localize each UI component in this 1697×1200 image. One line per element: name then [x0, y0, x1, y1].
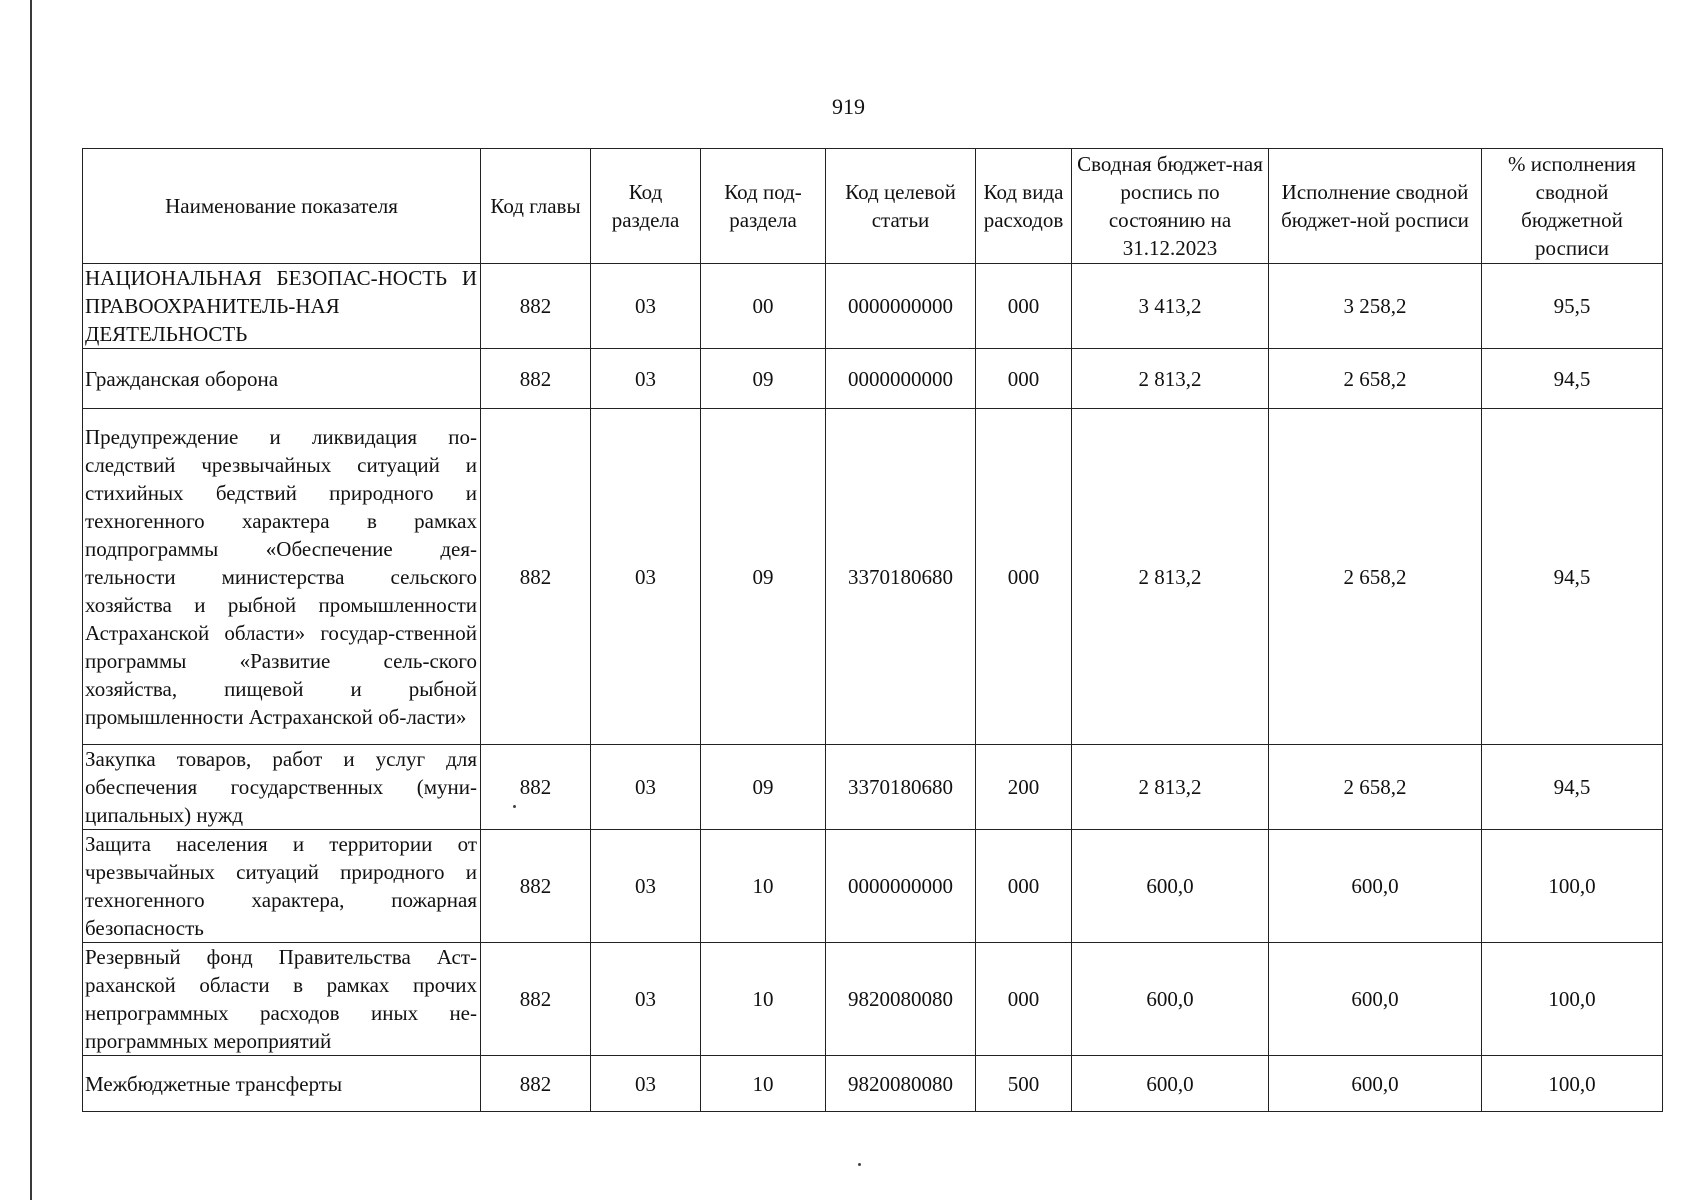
row-planned-budget: 600,0	[1072, 830, 1269, 943]
row-executed-budget: 3 258,2	[1269, 264, 1482, 349]
row-executed-budget: 2 658,2	[1269, 349, 1482, 409]
row-planned-budget: 2 813,2	[1072, 409, 1269, 745]
row-section-code: 03	[591, 830, 701, 943]
scan-speck	[513, 805, 516, 808]
table-row	[83, 830, 1663, 943]
header-target-article-code: Код целевой статьи	[826, 149, 976, 264]
row-target-article-code: 0000000000	[826, 349, 976, 409]
table-body	[83, 264, 1663, 1112]
row-subsection-code: 10	[701, 830, 826, 943]
row-indicator-name: Гражданская оборона	[83, 349, 481, 409]
header-section-code: Код раздела	[591, 149, 701, 264]
row-target-article-code: 0000000000	[826, 264, 976, 349]
row-chapter-code: 882	[481, 830, 591, 943]
row-chapter-code: 882	[481, 409, 591, 745]
table-row	[83, 1056, 1663, 1112]
binding-margin-line	[30, 0, 32, 1200]
page-number: 919	[832, 94, 865, 119]
row-indicator-name: Защита населения и территории от чрезвычайных ситуаций природного и техногенного характера, пожарная безопасность	[83, 830, 481, 943]
row-planned-budget: 2 813,2	[1072, 349, 1269, 409]
row-subsection-code: 00	[701, 264, 826, 349]
row-expense-type-code: 000	[976, 943, 1072, 1056]
scan-speck	[858, 1163, 861, 1166]
row-chapter-code: 882	[481, 943, 591, 1056]
row-subsection-code: 09	[701, 349, 826, 409]
row-subsection-code: 09	[701, 745, 826, 830]
row-subsection-code: 09	[701, 409, 826, 745]
row-execution-percent: 95,5	[1482, 264, 1663, 349]
row-section-code: 03	[591, 409, 701, 745]
table-row	[83, 943, 1663, 1056]
row-indicator-name: Закупка товаров, работ и услуг для обеспечения государственных (муни-ципальных) нужд	[83, 745, 481, 830]
row-section-code: 03	[591, 349, 701, 409]
row-expense-type-code: 000	[976, 264, 1072, 349]
header-subsection-code: Код под-раздела	[701, 149, 826, 264]
table-row	[83, 264, 1663, 349]
row-executed-budget: 2 658,2	[1269, 409, 1482, 745]
row-section-code: 03	[591, 1056, 701, 1112]
row-indicator-name: НАЦИОНАЛЬНАЯ БЕЗОПАС-НОСТЬ И ПРАВООХРАНИТЕЛЬ-НАЯ ДЕЯТЕЛЬНОСТЬ	[83, 264, 481, 349]
row-indicator-name: Предупреждение и ликвидация по-следствий чрезвычайных ситуаций и стихийных бедствий природного и техногенного характера в рамках подпрограммы «Обеспечение дея-тельности министерства сельского хозяйства и рыбной промышленности Астраханской области» государ-ственной программы «Развитие сель-ского хозяйства, пищевой и рыбной промышленности Астраханской об-ласти»	[83, 409, 481, 745]
table-row	[83, 349, 1663, 409]
header-planned-budget: Сводная бюджет-ная роспись по состоянию на 31.12.2023	[1072, 149, 1269, 264]
row-expense-type-code: 000	[976, 409, 1072, 745]
row-target-article-code: 9820080080	[826, 1056, 976, 1112]
header-chapter-code: Код главы	[481, 149, 591, 264]
row-execution-percent: 100,0	[1482, 1056, 1663, 1112]
row-chapter-code: 882	[481, 1056, 591, 1112]
row-section-code: 03	[591, 943, 701, 1056]
row-executed-budget: 600,0	[1269, 1056, 1482, 1112]
row-planned-budget: 600,0	[1072, 943, 1269, 1056]
budget-execution-table	[82, 148, 1663, 1112]
row-execution-percent: 94,5	[1482, 745, 1663, 830]
row-target-article-code: 0000000000	[826, 830, 976, 943]
row-execution-percent: 100,0	[1482, 943, 1663, 1056]
row-target-article-code: 3370180680	[826, 745, 976, 830]
row-expense-type-code: 500	[976, 1056, 1072, 1112]
row-chapter-code: 882	[481, 349, 591, 409]
header-indicator-name: Наименование показателя	[83, 149, 481, 264]
row-indicator-name: Резервный фонд Правительства Аст-раханской области в рамках прочих непрограммных расходов иных не-программных мероприятий	[83, 943, 481, 1056]
header-executed-budget: Исполнение сводной бюджет-ной росписи	[1269, 149, 1482, 264]
row-target-article-code: 3370180680	[826, 409, 976, 745]
row-executed-budget: 600,0	[1269, 943, 1482, 1056]
header-row	[83, 149, 1663, 264]
row-subsection-code: 10	[701, 943, 826, 1056]
row-expense-type-code: 000	[976, 830, 1072, 943]
row-execution-percent: 100,0	[1482, 830, 1663, 943]
row-expense-type-code: 000	[976, 349, 1072, 409]
row-section-code: 03	[591, 264, 701, 349]
row-subsection-code: 10	[701, 1056, 826, 1112]
header-execution-percent: % исполнения сводной бюджетной росписи	[1482, 149, 1663, 264]
row-target-article-code: 9820080080	[826, 943, 976, 1056]
table-row	[83, 409, 1663, 745]
row-planned-budget: 3 413,2	[1072, 264, 1269, 349]
row-planned-budget: 2 813,2	[1072, 745, 1269, 830]
row-indicator-name: Межбюджетные трансферты	[83, 1056, 481, 1112]
row-expense-type-code: 200	[976, 745, 1072, 830]
row-planned-budget: 600,0	[1072, 1056, 1269, 1112]
row-executed-budget: 600,0	[1269, 830, 1482, 943]
table-row	[83, 745, 1663, 830]
row-execution-percent: 94,5	[1482, 409, 1663, 745]
table-header	[83, 149, 1663, 264]
row-chapter-code: 882	[481, 745, 591, 830]
row-chapter-code: 882	[481, 264, 591, 349]
row-execution-percent: 94,5	[1482, 349, 1663, 409]
header-expense-type-code: Код вида расходов	[976, 149, 1072, 264]
row-executed-budget: 2 658,2	[1269, 745, 1482, 830]
row-section-code: 03	[591, 745, 701, 830]
